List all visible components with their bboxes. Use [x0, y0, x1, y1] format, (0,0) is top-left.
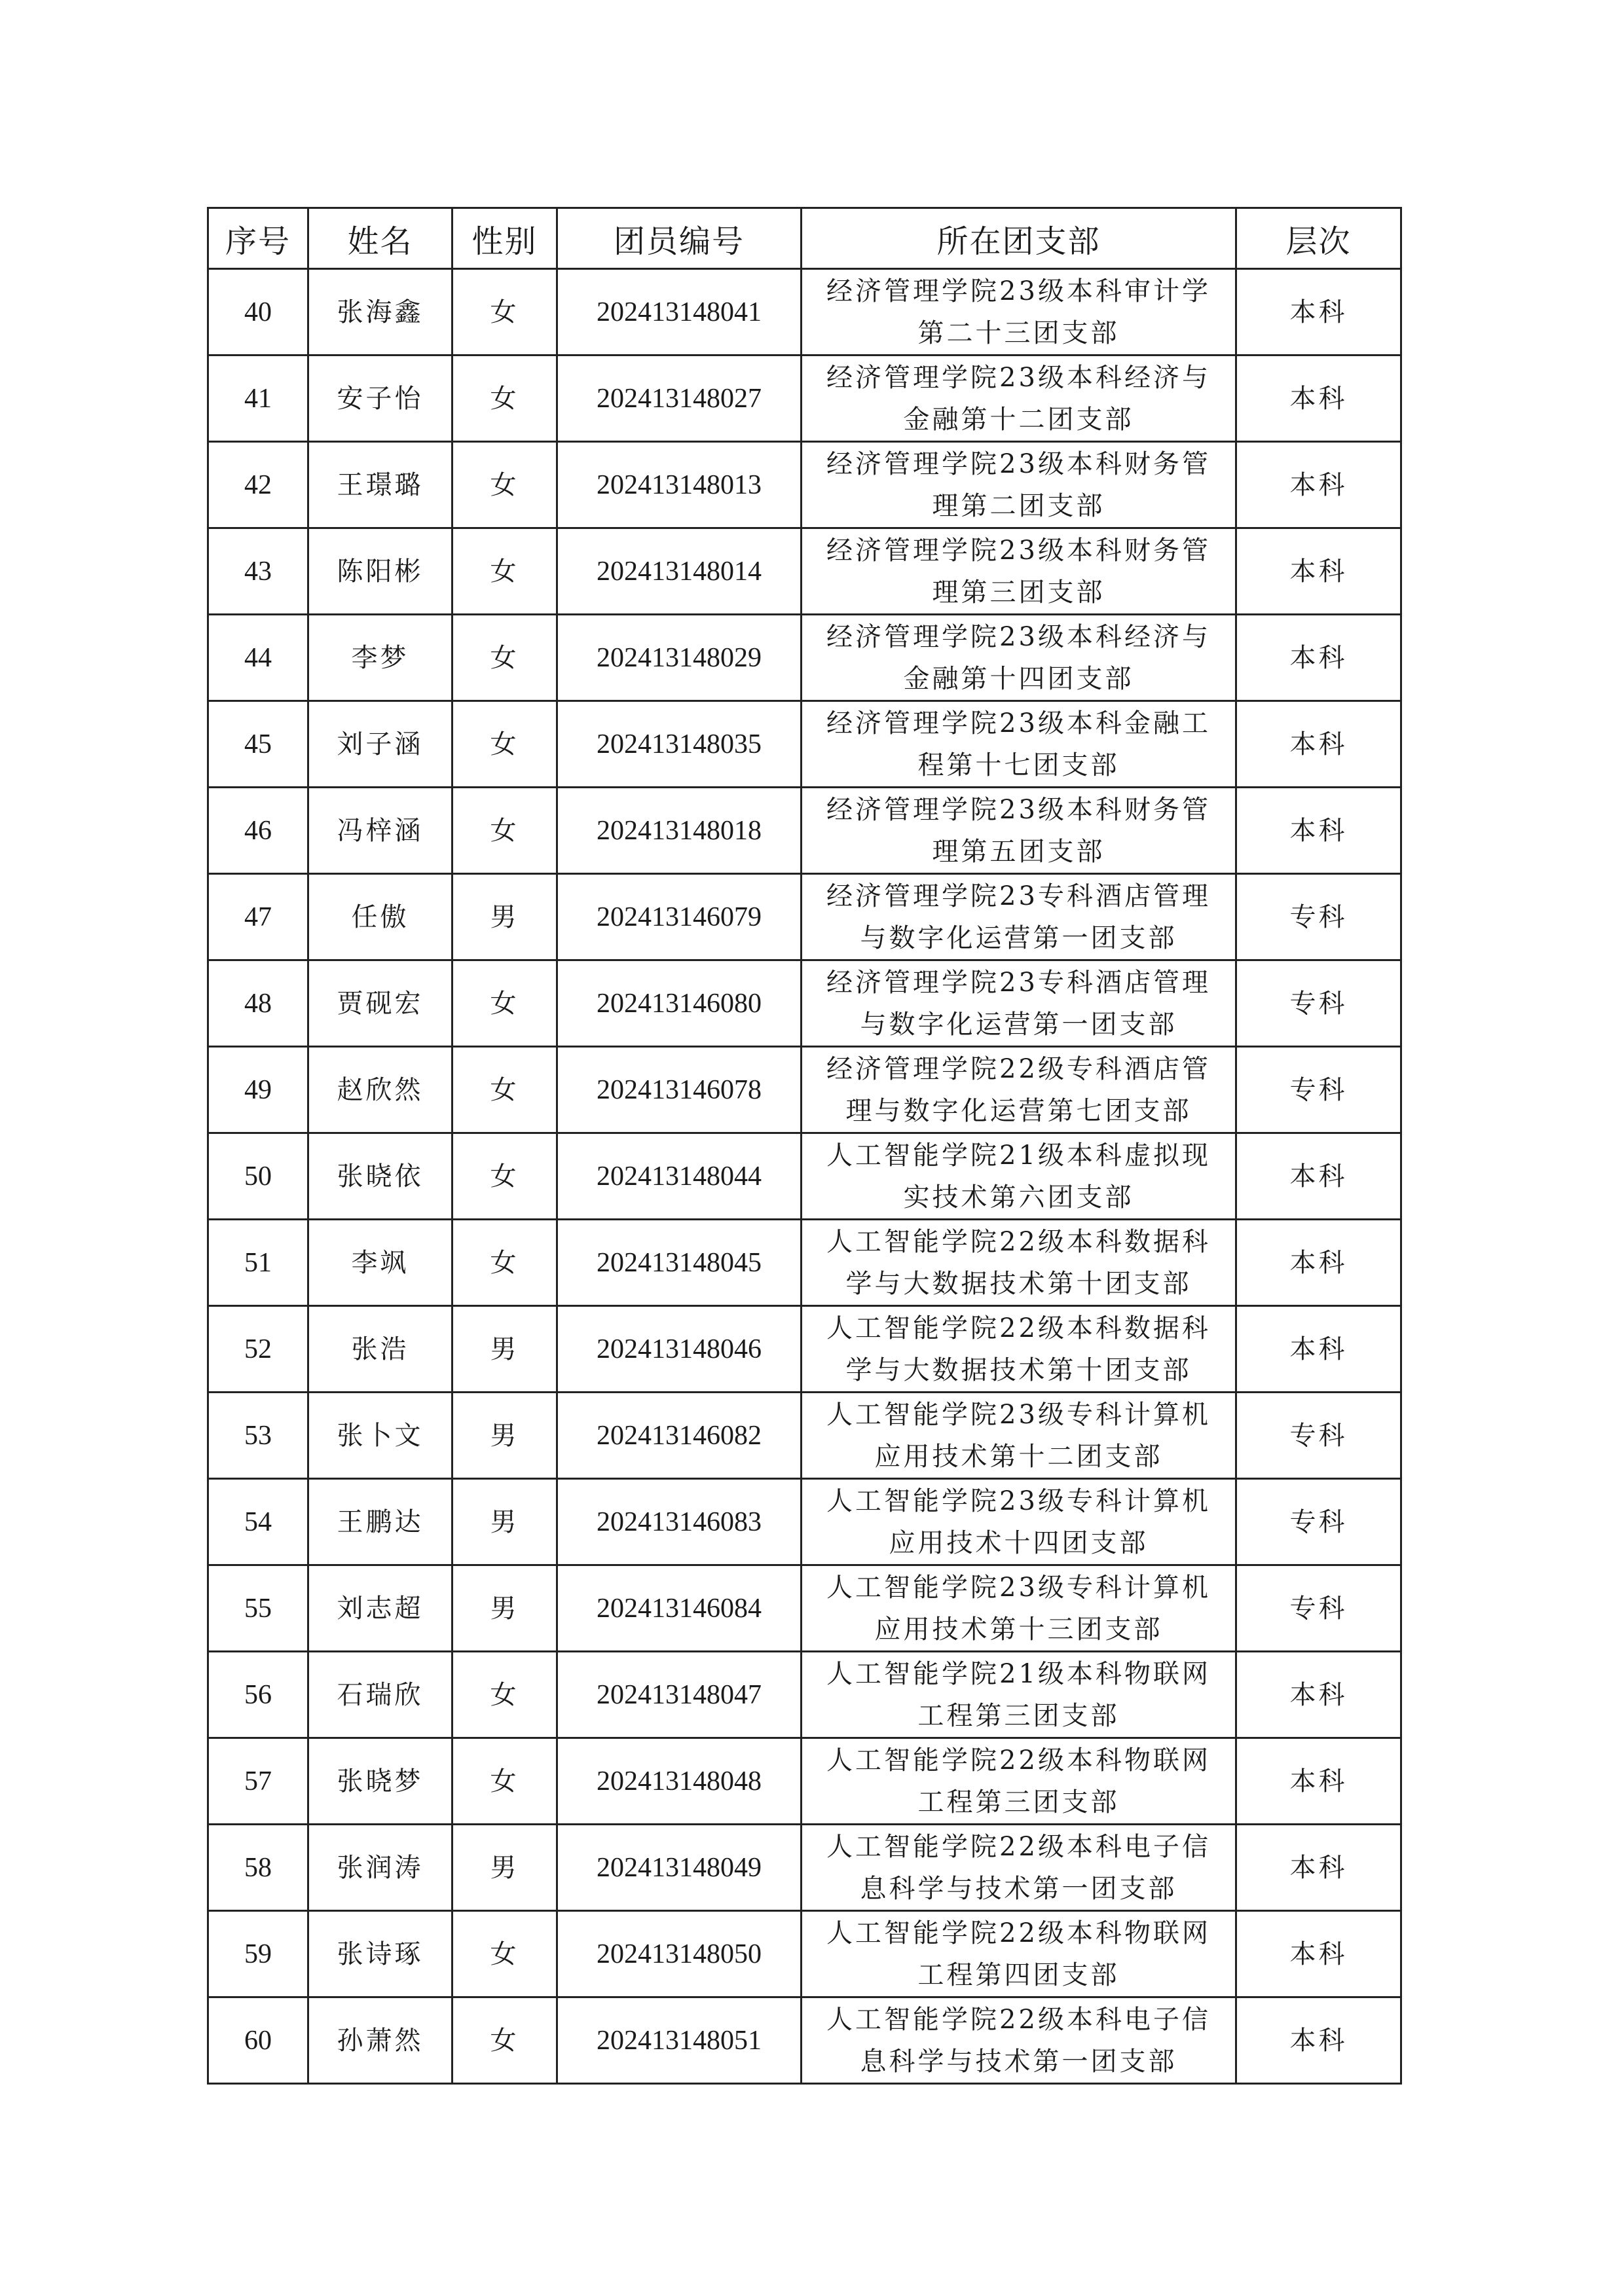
- cell-index: 55: [208, 1565, 308, 1652]
- cell-name: 张海鑫: [308, 269, 452, 355]
- cell-index: 43: [208, 528, 308, 615]
- cell-level: 本科: [1236, 615, 1401, 701]
- cell-index: 45: [208, 701, 308, 788]
- cell-member-id: 202413148045: [557, 1220, 802, 1306]
- cell-branch: 人工智能学院22级本科数据科学与大数据技术第十团支部: [802, 1306, 1236, 1393]
- cell-level: 本科: [1236, 788, 1401, 874]
- cell-level: 本科: [1236, 1220, 1401, 1306]
- cell-member-id: 202413146078: [557, 1047, 802, 1133]
- cell-name: 刘志超: [308, 1565, 452, 1652]
- cell-gender: 女: [452, 615, 557, 701]
- cell-index: 49: [208, 1047, 308, 1133]
- cell-index: 50: [208, 1133, 308, 1220]
- cell-gender: 女: [452, 788, 557, 874]
- cell-gender: 女: [452, 960, 557, 1047]
- cell-index: 51: [208, 1220, 308, 1306]
- cell-level: 专科: [1236, 1565, 1401, 1652]
- cell-index: 46: [208, 788, 308, 874]
- cell-level: 专科: [1236, 874, 1401, 960]
- cell-gender: 女: [452, 269, 557, 355]
- cell-member-id: 202413148018: [557, 788, 802, 874]
- cell-member-id: 202413148027: [557, 355, 802, 442]
- cell-index: 53: [208, 1393, 308, 1479]
- cell-gender: 女: [452, 701, 557, 788]
- cell-branch: 人工智能学院22级本科物联网工程第四团支部: [802, 1911, 1236, 1997]
- cell-branch: 经济管理学院23级本科财务管理第二团支部: [802, 442, 1236, 528]
- cell-name: 张晓依: [308, 1133, 452, 1220]
- cell-level: 本科: [1236, 701, 1401, 788]
- cell-branch: 经济管理学院23级本科经济与金融第十四团支部: [802, 615, 1236, 701]
- cell-index: 47: [208, 874, 308, 960]
- table-header-row: [208, 208, 1401, 269]
- table-row: [208, 1997, 1401, 2084]
- cell-name: 刘子涵: [308, 701, 452, 788]
- cell-branch: 人工智能学院22级本科物联网工程第三团支部: [802, 1738, 1236, 1825]
- cell-gender: 女: [452, 1652, 557, 1738]
- table-row: [208, 1565, 1401, 1652]
- cell-level: 本科: [1236, 1911, 1401, 1997]
- header-level: 层次: [1236, 208, 1401, 269]
- cell-member-id: 202413148035: [557, 701, 802, 788]
- cell-level: 本科: [1236, 1306, 1401, 1393]
- table-row: [208, 874, 1401, 960]
- cell-name: 李梦: [308, 615, 452, 701]
- header-name: 姓名: [308, 208, 452, 269]
- cell-gender: 女: [452, 1911, 557, 1997]
- table-row: [208, 1825, 1401, 1911]
- cell-level: 本科: [1236, 528, 1401, 615]
- table-row: [208, 269, 1401, 355]
- cell-branch: 人工智能学院23级专科计算机应用技术第十三团支部: [802, 1565, 1236, 1652]
- cell-level: 专科: [1236, 960, 1401, 1047]
- cell-level: 本科: [1236, 1738, 1401, 1825]
- table-row: [208, 788, 1401, 874]
- cell-branch: 人工智能学院22级本科数据科学与大数据技术第十团支部: [802, 1220, 1236, 1306]
- cell-index: 44: [208, 615, 308, 701]
- cell-gender: 女: [452, 355, 557, 442]
- cell-member-id: 202413146079: [557, 874, 802, 960]
- cell-level: 本科: [1236, 1652, 1401, 1738]
- cell-index: 54: [208, 1479, 308, 1565]
- cell-gender: 女: [452, 442, 557, 528]
- table-row: [208, 960, 1401, 1047]
- cell-gender: 女: [452, 528, 557, 615]
- header-member-id: 团员编号: [557, 208, 802, 269]
- cell-member-id: 202413146083: [557, 1479, 802, 1565]
- cell-branch: 人工智能学院21级本科虚拟现实技术第六团支部: [802, 1133, 1236, 1220]
- cell-gender: 男: [452, 1393, 557, 1479]
- cell-index: 48: [208, 960, 308, 1047]
- cell-member-id: 202413148041: [557, 269, 802, 355]
- cell-gender: 男: [452, 1825, 557, 1911]
- table-row: [208, 528, 1401, 615]
- cell-gender: 男: [452, 874, 557, 960]
- table-row: [208, 1306, 1401, 1393]
- table-row: [208, 1479, 1401, 1565]
- cell-level: 专科: [1236, 1047, 1401, 1133]
- cell-member-id: 202413148044: [557, 1133, 802, 1220]
- cell-name: 陈阳彬: [308, 528, 452, 615]
- cell-index: 42: [208, 442, 308, 528]
- cell-index: 56: [208, 1652, 308, 1738]
- cell-gender: 女: [452, 1997, 557, 2084]
- cell-branch: 人工智能学院23级专科计算机应用技术十四团支部: [802, 1479, 1236, 1565]
- cell-level: 本科: [1236, 269, 1401, 355]
- cell-name: 张诗琢: [308, 1911, 452, 1997]
- cell-branch: 人工智能学院23级专科计算机应用技术第十二团支部: [802, 1393, 1236, 1479]
- cell-name: 李飒: [308, 1220, 452, 1306]
- cell-gender: 女: [452, 1047, 557, 1133]
- header-branch: 所在团支部: [802, 208, 1236, 269]
- cell-level: 本科: [1236, 1825, 1401, 1911]
- table-row: [208, 701, 1401, 788]
- cell-index: 57: [208, 1738, 308, 1825]
- cell-branch: 人工智能学院21级本科物联网工程第三团支部: [802, 1652, 1236, 1738]
- table-row: [208, 1220, 1401, 1306]
- cell-member-id: 202413148047: [557, 1652, 802, 1738]
- cell-level: 专科: [1236, 1393, 1401, 1479]
- cell-branch: 经济管理学院23级本科审计学第二十三团支部: [802, 269, 1236, 355]
- cell-member-id: 202413148048: [557, 1738, 802, 1825]
- cell-index: 40: [208, 269, 308, 355]
- cell-member-id: 202413148029: [557, 615, 802, 701]
- cell-name: 孙萧然: [308, 1997, 452, 2084]
- cell-index: 41: [208, 355, 308, 442]
- table-row: [208, 1652, 1401, 1738]
- cell-branch: 人工智能学院22级本科电子信息科学与技术第一团支部: [802, 1997, 1236, 2084]
- cell-name: 张浩: [308, 1306, 452, 1393]
- cell-branch: 经济管理学院22级专科酒店管理与数字化运营第七团支部: [802, 1047, 1236, 1133]
- cell-member-id: 202413148049: [557, 1825, 802, 1911]
- table-row: [208, 442, 1401, 528]
- cell-member-id: 202413148051: [557, 1997, 802, 2084]
- cell-member-id: 202413146080: [557, 960, 802, 1047]
- cell-name: 张润涛: [308, 1825, 452, 1911]
- cell-member-id: 202413148046: [557, 1306, 802, 1393]
- cell-level: 本科: [1236, 1133, 1401, 1220]
- cell-index: 52: [208, 1306, 308, 1393]
- table-row: [208, 1133, 1401, 1220]
- table-row: [208, 355, 1401, 442]
- cell-name: 安子怡: [308, 355, 452, 442]
- cell-gender: 女: [452, 1220, 557, 1306]
- cell-member-id: 202413148050: [557, 1911, 802, 1997]
- cell-gender: 女: [452, 1738, 557, 1825]
- header-gender: 性别: [452, 208, 557, 269]
- cell-member-id: 202413148013: [557, 442, 802, 528]
- cell-index: 60: [208, 1997, 308, 2084]
- cell-member-id: 202413146084: [557, 1565, 802, 1652]
- table-row: [208, 615, 1401, 701]
- cell-gender: 男: [452, 1306, 557, 1393]
- cell-index: 58: [208, 1825, 308, 1911]
- cell-gender: 男: [452, 1479, 557, 1565]
- table-row: [208, 1393, 1401, 1479]
- cell-level: 本科: [1236, 355, 1401, 442]
- cell-branch: 经济管理学院23专科酒店管理与数字化运营第一团支部: [802, 960, 1236, 1047]
- cell-branch: 经济管理学院23级本科财务管理第三团支部: [802, 528, 1236, 615]
- member-list-sheet: [207, 207, 1400, 2085]
- member-table: [207, 207, 1402, 2085]
- cell-gender: 男: [452, 1565, 557, 1652]
- header-index: 序号: [208, 208, 308, 269]
- cell-branch: 经济管理学院23级本科财务管理第五团支部: [802, 788, 1236, 874]
- cell-name: 王鹏达: [308, 1479, 452, 1565]
- cell-name: 冯梓涵: [308, 788, 452, 874]
- cell-member-id: 202413148014: [557, 528, 802, 615]
- cell-branch: 经济管理学院23级本科经济与金融第十二团支部: [802, 355, 1236, 442]
- cell-level: 专科: [1236, 1479, 1401, 1565]
- cell-member-id: 202413146082: [557, 1393, 802, 1479]
- cell-name: 石瑞欣: [308, 1652, 452, 1738]
- cell-name: 王璟璐: [308, 442, 452, 528]
- table-row: [208, 1911, 1401, 1997]
- cell-branch: 人工智能学院22级本科电子信息科学与技术第一团支部: [802, 1825, 1236, 1911]
- table-row: [208, 1047, 1401, 1133]
- cell-level: 本科: [1236, 442, 1401, 528]
- table-row: [208, 1738, 1401, 1825]
- cell-name: 贾砚宏: [308, 960, 452, 1047]
- cell-index: 59: [208, 1911, 308, 1997]
- cell-gender: 女: [452, 1133, 557, 1220]
- cell-name: 赵欣然: [308, 1047, 452, 1133]
- cell-branch: 经济管理学院23级本科金融工程第十七团支部: [802, 701, 1236, 788]
- cell-branch: 经济管理学院23专科酒店管理与数字化运营第一团支部: [802, 874, 1236, 960]
- cell-name: 张卜文: [308, 1393, 452, 1479]
- cell-name: 任傲: [308, 874, 452, 960]
- cell-name: 张晓梦: [308, 1738, 452, 1825]
- cell-level: 本科: [1236, 1997, 1401, 2084]
